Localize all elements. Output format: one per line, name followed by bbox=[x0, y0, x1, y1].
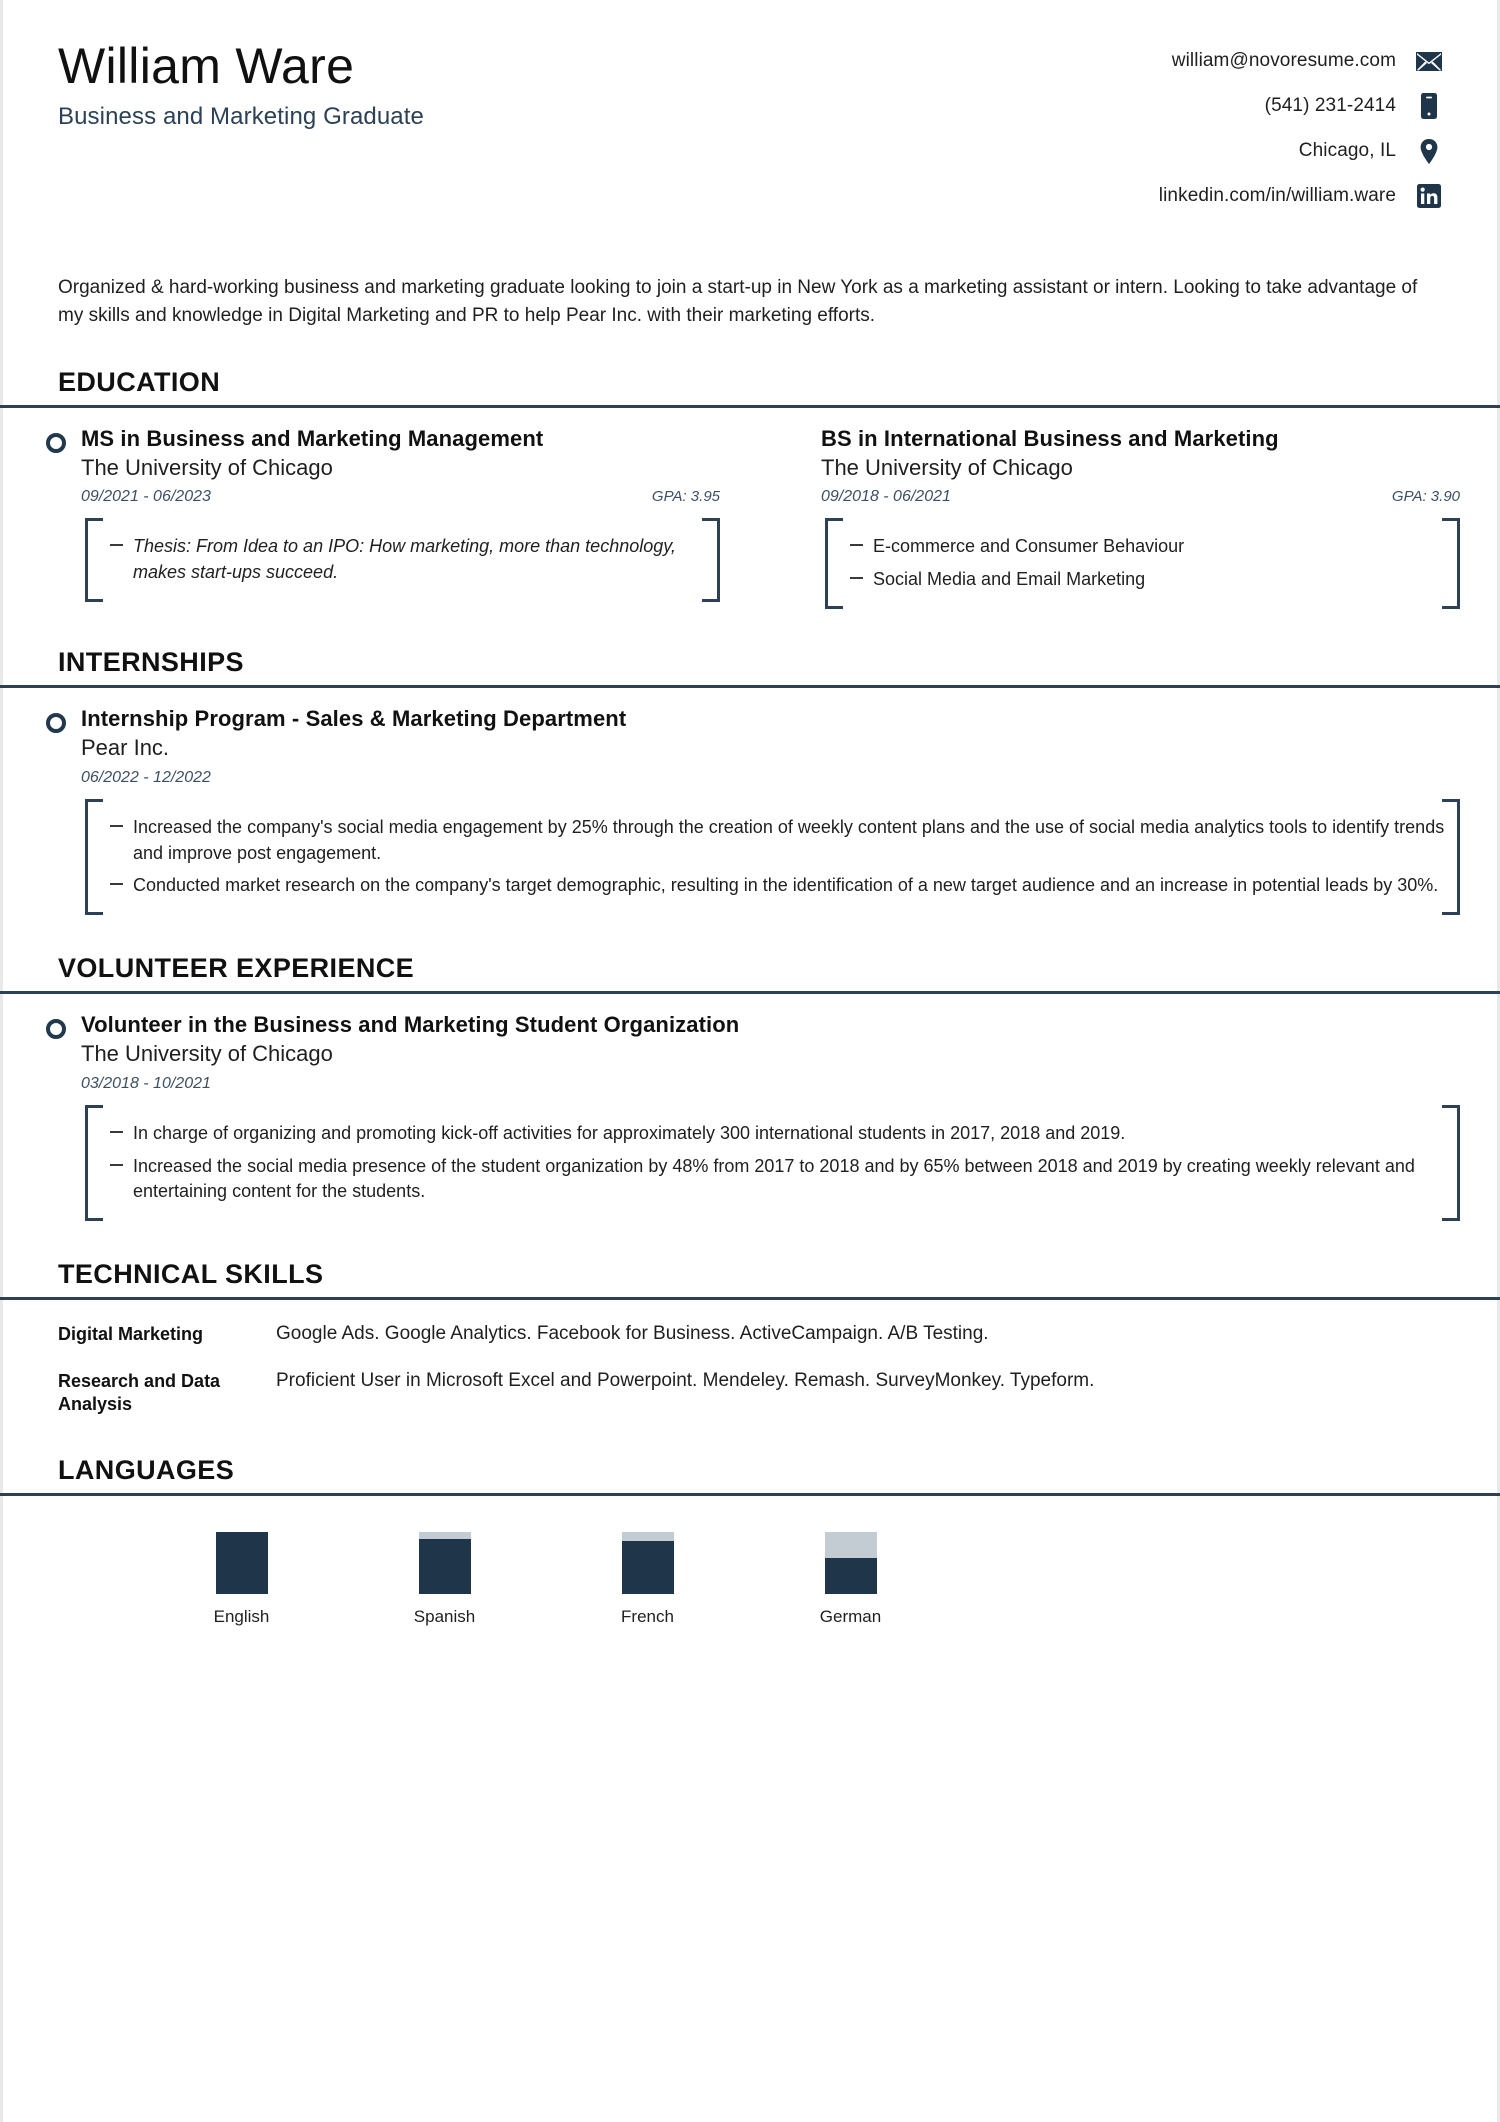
section-divider-languages bbox=[0, 1493, 1500, 1496]
bullet-text: In charge of organizing and promoting kick-off activities for approximately 300 international students in 2017, 2018 and 2019. bbox=[133, 1122, 1126, 1143]
bullet-text: Social Media and Email Marketing bbox=[873, 569, 1146, 590]
section-languages bbox=[40, 1455, 1460, 1627]
bullet-item bbox=[850, 567, 1460, 593]
entry-marker-icon bbox=[46, 713, 66, 733]
section-volunteer-experience bbox=[40, 953, 1460, 1221]
section-divider-internships bbox=[0, 685, 1500, 688]
education-entry bbox=[780, 426, 1460, 609]
section-heading-education: EDUCATION bbox=[58, 367, 221, 398]
candidate-name: William Ware bbox=[58, 38, 355, 94]
education-gpa: GPA: 3.95 bbox=[651, 488, 720, 506]
bullet-item bbox=[850, 534, 1460, 560]
contact-linkedin-text: linkedin.com/in/william.ware bbox=[1158, 185, 1396, 206]
language-label: English bbox=[213, 1606, 270, 1626]
contact-location-text: Chicago, IL bbox=[1298, 140, 1396, 161]
bullet-text: Increased the social media presence of the student organization by 48% from 2017 to 2018 and by 65% between 2018 and 2019 by creating weekly relevant and entertaining content for the students. bbox=[133, 1155, 1415, 1202]
bullet-text: Increased the company's social media engagement by 25% through the creation of weekly content plans and the use of social media analytics tools to identify trends and improve post engagement. bbox=[133, 816, 1445, 863]
language-level-fill bbox=[419, 1539, 471, 1594]
section-heading-technical-skills: TECHNICAL SKILLS bbox=[58, 1259, 324, 1290]
education-meta bbox=[81, 488, 720, 506]
education-meta bbox=[821, 488, 1460, 506]
dash-icon bbox=[850, 544, 863, 546]
volunteer-meta bbox=[81, 1075, 1460, 1093]
language-item bbox=[749, 1532, 952, 1627]
education-school: The University of Chicago bbox=[821, 455, 1073, 481]
language-item bbox=[140, 1532, 343, 1627]
volunteer-entry bbox=[40, 1012, 1460, 1221]
internship-entry bbox=[40, 706, 1460, 915]
bullet-text: E-commerce and Consumer Behaviour bbox=[873, 536, 1185, 557]
education-gpa: GPA: 3.90 bbox=[1391, 488, 1460, 506]
education-column-right bbox=[780, 426, 1460, 609]
skill-row bbox=[58, 1369, 1460, 1417]
education-bullets bbox=[825, 518, 1460, 609]
internship-bullets bbox=[85, 799, 1460, 916]
phone-icon bbox=[1416, 93, 1442, 119]
contact-list bbox=[1159, 34, 1442, 228]
contact-location[interactable] bbox=[1159, 138, 1442, 164]
skill-category: Digital Marketing bbox=[58, 1324, 204, 1345]
bullet-item bbox=[110, 534, 720, 586]
email-icon bbox=[1416, 48, 1442, 74]
volunteer-org: The University of Chicago bbox=[81, 1041, 333, 1067]
bullet-item bbox=[110, 1121, 1460, 1147]
skill-list: Google Ads. Google Analytics. Facebook for Business. ActiveCampaign. A/B Testing. bbox=[276, 1323, 989, 1345]
language-label: French bbox=[621, 1606, 674, 1626]
contact-phone-text: (541) 231-2414 bbox=[1264, 95, 1396, 116]
dash-icon bbox=[850, 577, 863, 579]
bullet-item bbox=[110, 815, 1460, 867]
section-divider-technical-skills bbox=[0, 1297, 1500, 1300]
dash-icon bbox=[110, 1131, 123, 1133]
section-divider-volunteer bbox=[0, 991, 1500, 994]
internship-company: Pear Inc. bbox=[81, 735, 170, 761]
skill-row bbox=[58, 1322, 1460, 1347]
language-chart bbox=[40, 1532, 1460, 1627]
bullet-text: Thesis: From Idea to an IPO: How marketing, more than technology, makes start-ups succeed. bbox=[133, 536, 676, 583]
name-block bbox=[58, 34, 424, 131]
education-entry bbox=[40, 426, 720, 602]
section-heading-volunteer: VOLUNTEER EXPERIENCE bbox=[58, 953, 415, 984]
professional-summary: Organized & hard-working business and marketing graduate looking to join a start-up in New York as a marketing assistant or intern. Looking to take advantage of my skills and knowledge in Digital Marketing and PR to help Pear Inc. with their marketing efforts. bbox=[58, 277, 1418, 326]
candidate-title: Business and Marketing Graduate bbox=[58, 102, 424, 130]
education-bullets bbox=[85, 518, 720, 602]
education-degree: MS in Business and Marketing Management bbox=[81, 426, 544, 452]
resume-header bbox=[40, 0, 1460, 228]
linkedin-icon bbox=[1416, 183, 1442, 209]
bullet-text: Conducted market research on the company's target demographic, resulting in the identification of a new target audience and an increase in potential leads by 30%. bbox=[133, 875, 1439, 896]
section-technical-skills bbox=[40, 1259, 1460, 1416]
language-level-bar bbox=[216, 1532, 268, 1594]
volunteer-role: Volunteer in the Business and Marketing Student Organization bbox=[81, 1012, 740, 1038]
skill-category: Research and Data Analysis bbox=[58, 1371, 221, 1415]
contact-linkedin[interactable] bbox=[1159, 183, 1442, 209]
dash-icon bbox=[110, 825, 123, 827]
education-dates: 09/2018 - 06/2021 bbox=[821, 488, 951, 506]
volunteer-bullets bbox=[85, 1105, 1460, 1222]
language-level-bar bbox=[825, 1532, 877, 1594]
entry-marker-icon bbox=[46, 433, 66, 453]
language-level-fill bbox=[216, 1532, 268, 1594]
contact-email-text: william@novoresume.com bbox=[1171, 50, 1396, 71]
skills-table bbox=[40, 1322, 1460, 1416]
section-heading-languages: LANGUAGES bbox=[58, 1454, 235, 1485]
location-pin-icon bbox=[1416, 138, 1442, 164]
education-dates: 09/2021 - 06/2023 bbox=[81, 488, 211, 506]
bullet-item bbox=[110, 1154, 1460, 1206]
language-label: German bbox=[819, 1606, 882, 1626]
volunteer-dates: 03/2018 - 10/2021 bbox=[81, 1074, 211, 1092]
education-grid bbox=[40, 426, 1460, 609]
entry-marker-icon bbox=[46, 1019, 66, 1039]
language-item bbox=[546, 1532, 749, 1627]
internship-meta bbox=[81, 769, 1460, 787]
section-internships bbox=[40, 647, 1460, 915]
language-label: Spanish bbox=[413, 1606, 476, 1626]
section-heading-internships: INTERNSHIPS bbox=[58, 647, 244, 678]
dash-icon bbox=[110, 1164, 123, 1166]
internship-dates: 06/2022 - 12/2022 bbox=[81, 768, 211, 786]
skill-list: Proficient User in Microsoft Excel and Powerpoint. Mendeley. Remash. SurveyMonkey. Typeform. bbox=[276, 1370, 1095, 1392]
contact-phone[interactable] bbox=[1159, 93, 1442, 119]
section-education bbox=[40, 367, 1460, 609]
dash-icon bbox=[110, 883, 123, 885]
language-level-bar bbox=[419, 1532, 471, 1594]
education-column-left bbox=[40, 426, 720, 609]
language-level-fill bbox=[825, 1558, 877, 1594]
education-school: The University of Chicago bbox=[81, 455, 333, 481]
internship-role: Internship Program - Sales & Marketing Department bbox=[81, 706, 627, 732]
bullet-item bbox=[110, 873, 1460, 899]
section-divider-education bbox=[0, 405, 1500, 408]
language-level-fill bbox=[622, 1541, 674, 1594]
contact-email[interactable] bbox=[1159, 48, 1442, 74]
education-degree: BS in International Business and Marketing bbox=[821, 426, 1279, 452]
dash-icon bbox=[110, 544, 123, 546]
language-item bbox=[343, 1532, 546, 1627]
language-level-bar bbox=[622, 1532, 674, 1594]
